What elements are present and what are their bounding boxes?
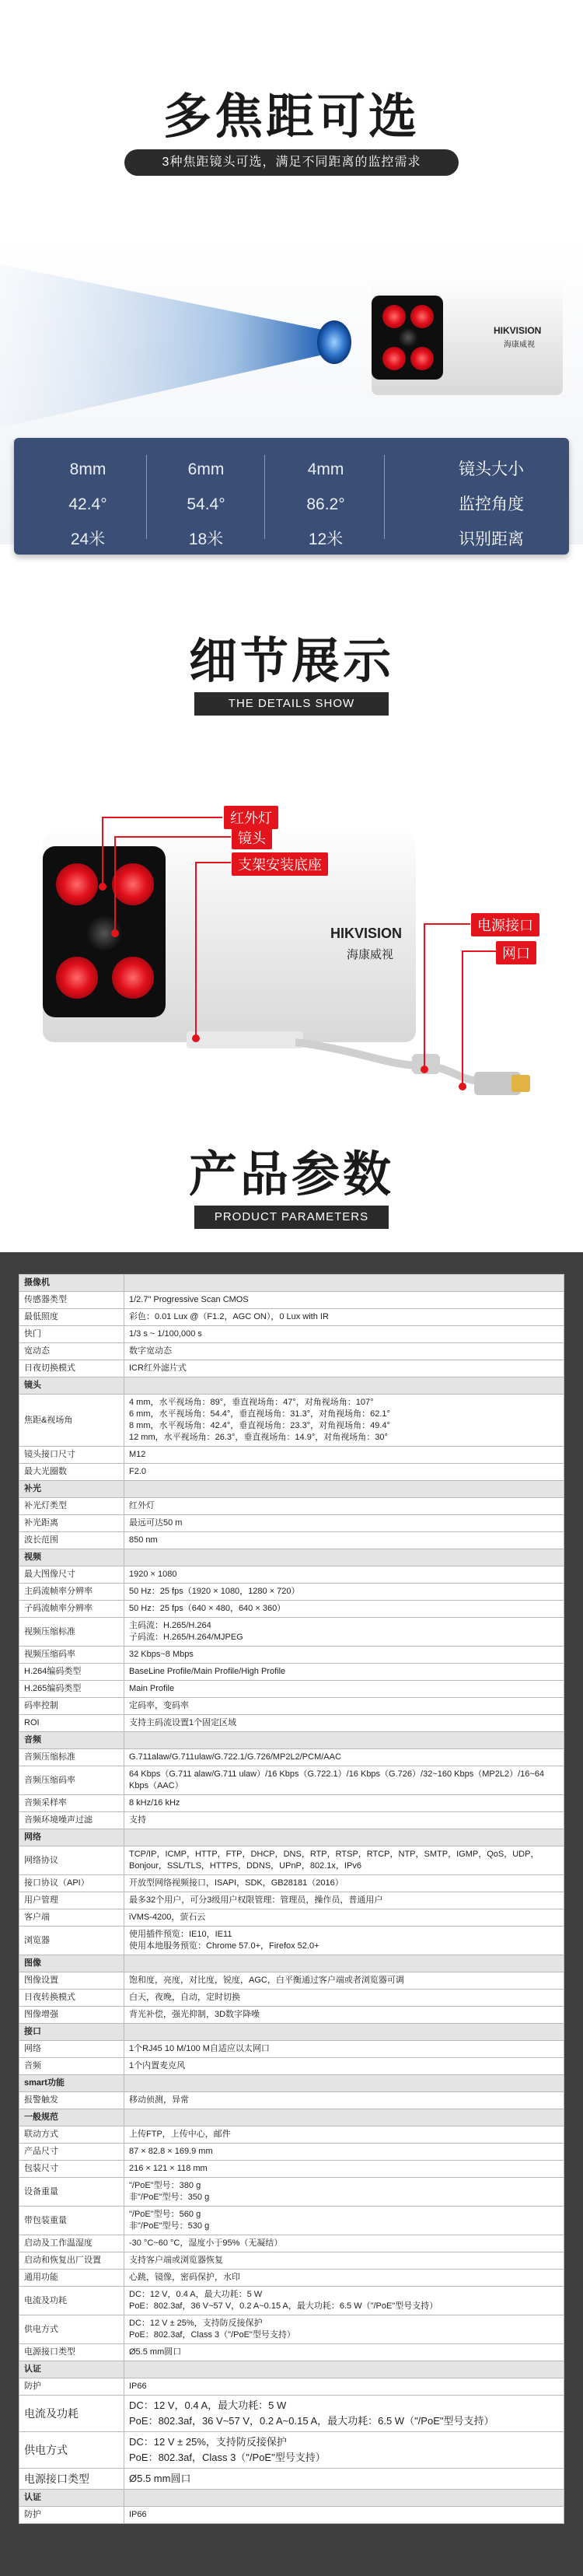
table-row [19, 2469, 564, 2490]
ir-led-icon [410, 305, 434, 328]
table-row [19, 1715, 564, 1732]
param-value: G.711alaw/G.711ulaw/G.722.1/G.726/MP2L2/PCM/AAC [124, 1749, 564, 1766]
table-section-row [19, 2361, 564, 2378]
param-value: -30 °C~60 °C，湿度小于95%（无凝结） [124, 2235, 564, 2252]
param-key: 补光 [19, 1481, 124, 1498]
mount-base [187, 1031, 303, 1048]
param-value: 1个RJ45 10 M/100 M自适应以太网口 [124, 2041, 564, 2058]
param-value: 1920 × 1080 [124, 1566, 564, 1584]
table-row [19, 2161, 564, 2178]
table-row [19, 1892, 564, 1909]
network-pointer-line [462, 950, 463, 1084]
table-row [19, 2315, 564, 2344]
params-subtitle: PRODUCT PARAMETERS [194, 1206, 389, 1229]
param-key: 网络 [19, 2041, 124, 2058]
param-key: 联动方式 [19, 2126, 124, 2144]
table-row [19, 2041, 564, 2058]
ir-led-icon [382, 305, 406, 328]
param-key: 镜头接口尺寸 [19, 1447, 124, 1464]
param-value: 1/2.7" Progressive Scan CMOS [124, 1292, 564, 1309]
spec-distance: 18米 [188, 530, 224, 548]
param-key: 音频压缩码率 [19, 1766, 124, 1795]
param-key: 日夜转换模式 [19, 1990, 124, 2007]
camera-brand-logo: HIKVISION [330, 926, 403, 941]
network-label: 网口 [496, 941, 536, 964]
power-pointer-line [424, 923, 470, 925]
table-row [19, 1464, 564, 1481]
param-value [124, 1549, 564, 1566]
power-pointer-line [424, 923, 425, 1067]
param-key: 供电方式 [19, 2432, 124, 2469]
power-label: 电源接口 [471, 913, 539, 936]
param-value: M12 [124, 1447, 564, 1464]
param-value: 最远可达50 m [124, 1515, 564, 1532]
param-key: 音频采样率 [19, 1795, 124, 1812]
param-key: 音频压缩标准 [19, 1749, 124, 1766]
param-key: 音频环境噪声过滤 [19, 1812, 124, 1829]
param-key: 认证 [19, 2490, 124, 2507]
ir-led-icon [56, 863, 98, 905]
ir-led-icon [382, 347, 406, 370]
spec-column-4mm [283, 452, 368, 557]
param-value: 上传FTP，上传中心，邮件 [124, 2126, 564, 2144]
param-key: 图像增强 [19, 2007, 124, 2024]
param-value [124, 2361, 564, 2378]
params-section [0, 1136, 583, 2576]
ir-label: 红外灯 [224, 806, 278, 829]
ir-led-icon [410, 347, 434, 370]
param-value: 1/3 s ~ 1/100,000 s [124, 1326, 564, 1343]
table-section-row [19, 2075, 564, 2092]
param-key: 图像 [19, 1955, 124, 1972]
param-value: 心跳，镜像，密码保护，水印 [124, 2270, 564, 2287]
param-value: 87 × 82.8 × 169.9 mm [124, 2144, 564, 2161]
param-key: ROI [19, 1715, 124, 1732]
spec-distance: 12米 [308, 530, 344, 548]
param-value: 饱和度，亮度，对比度，锐度，AGC，白平衡通过客户端或者浏览器可调 [124, 1972, 564, 1990]
table-row [19, 1846, 564, 1875]
table-row [19, 2207, 564, 2235]
table-row [19, 1326, 564, 1343]
param-value: 4 mm，水平视场角：89°，垂直视场角：47°，对角视场角：107° 6 mm，水平视场角：54.4°，垂直视场角：31.3°，对角视场角：62.1° 8 mm，水平视场角：42.4°，垂直视场角：23.3°，对角视场角：49.4° 12 mm，水平视场角：26.3°，垂直视场角：14.9°，对角视场角：30° [124, 1395, 564, 1447]
param-key: 用户管理 [19, 1892, 124, 1909]
param-value: 50 Hz：25 fps（640 × 480，640 × 360） [124, 1601, 564, 1618]
table-row [19, 2432, 564, 2469]
param-key: 接口协议（API） [19, 1875, 124, 1892]
table-row [19, 1292, 564, 1309]
table-row [19, 2396, 564, 2432]
param-value: 最多32个用户，可分3级用户权限管理：管理员，操作员，普通用户 [124, 1892, 564, 1909]
param-key: 电流及功耗 [19, 2287, 124, 2315]
details-subtitle: THE DETAILS SHOW [194, 692, 389, 716]
param-value: DC：12 V ± 25%，支持防反接保护 PoE：802.3af，Class 3（"/PoE"型号支持） [124, 2432, 564, 2469]
table-row [19, 2144, 564, 2161]
table-row [19, 2270, 564, 2287]
param-value [124, 1481, 564, 1498]
param-value: "/PoE"型号：560 g 非"/PoE"型号：530 g [124, 2207, 564, 2235]
param-value: 64 Kbps（G.711 alaw/G.711 ulaw）/16 Kbps（G.722.1）/16 Kbps（G.726）/32~160 Kbps（MP2L2）/16~64 Kbps（AAC） [124, 1766, 564, 1795]
table-section-row [19, 1275, 564, 1292]
camera-brand-logo: HIKVISION [494, 325, 542, 336]
param-key: 客户端 [19, 1909, 124, 1927]
param-key: 日夜切换模式 [19, 1360, 124, 1377]
param-key: 最低照度 [19, 1309, 124, 1326]
params-title: 产品参数 [188, 1146, 394, 1202]
param-key: H.264编码类型 [19, 1664, 124, 1681]
param-value: 216 × 121 × 118 mm [124, 2161, 564, 2178]
mount-label: 支架安装底座 [232, 852, 328, 876]
param-value: 32 Kbps~8 Mbps [124, 1647, 564, 1664]
param-key: 设备重量 [19, 2178, 124, 2207]
param-value [124, 1732, 564, 1749]
table-row [19, 2507, 564, 2524]
divider [264, 455, 265, 539]
param-key: 电源接口类型 [19, 2469, 124, 2490]
focal-spec-panel [14, 438, 569, 555]
param-value: 背光补偿，强光抑制，3D数字降噪 [124, 2007, 564, 2024]
param-key: 产品尺寸 [19, 2144, 124, 2161]
focal-title: 多焦距可选 [162, 88, 420, 145]
light-beam-graphic [0, 257, 373, 436]
table-section-row [19, 1829, 564, 1846]
details-title: 细节展示 [188, 632, 394, 689]
param-value [124, 1955, 564, 1972]
focal-subtitle: 3种焦距镜头可选，满足不同距离的监控需求 [124, 149, 459, 176]
param-value: IP66 [124, 2507, 564, 2524]
table-row [19, 1395, 564, 1447]
spec-label: 镜头大小 [459, 460, 524, 478]
param-value: iVMS-4200，萤石云 [124, 1909, 564, 1927]
param-key: 图像设置 [19, 1972, 124, 1990]
table-row [19, 2235, 564, 2252]
param-value: 红外灯 [124, 1498, 564, 1515]
param-value: TCP/IP，ICMP，HTTP，FTP，DHCP，DNS，RTP，RTSP，RTCP，NTP，SMTP，IGMP，QoS，UDP，Bonjour，SSL/TLS，HTTPS，DDNS，UPnP，802.1x，IPv6 [124, 1846, 564, 1875]
param-key: 最大图像尺寸 [19, 1566, 124, 1584]
table-row [19, 1309, 564, 1326]
param-value: 彩色：0.01 Lux @（F1.2，AGC ON），0 Lux with IR [124, 1309, 564, 1326]
spec-angle: 54.4° [187, 495, 225, 513]
param-value: 数字宽动态 [124, 1343, 564, 1360]
param-value: 主码流：H.265/H.264 子码流：H.265/H.264/MJPEG [124, 1618, 564, 1647]
table-row [19, 1515, 564, 1532]
table-section-row [19, 2024, 564, 2041]
param-key: 防护 [19, 2507, 124, 2524]
table-row [19, 1532, 564, 1549]
mount-pointer-line [195, 862, 231, 863]
param-value [124, 1377, 564, 1395]
table-row [19, 1360, 564, 1377]
param-key: 一般规范 [19, 2109, 124, 2126]
table-row [19, 2252, 564, 2270]
param-value: 50 Hz：25 fps（1920 × 1080，1280 × 720） [124, 1584, 564, 1601]
param-value: 白天，夜晚，自动，定时切换 [124, 1990, 564, 2007]
spec-focal: 4mm [307, 460, 344, 478]
param-value: IP66 [124, 2378, 564, 2396]
divider [384, 455, 385, 539]
spec-label: 监控角度 [459, 495, 524, 513]
table-section-row [19, 2490, 564, 2507]
table-row [19, 1927, 564, 1955]
param-value: DC：12 V，0.4 A，最大功耗：5 W PoE：802.3af，36 V~57 V，0.2 A~0.15 A，最大功耗：6.5 W（"/PoE"型号支持） [124, 2396, 564, 2432]
table-row [19, 1447, 564, 1464]
param-key: 码率控制 [19, 1698, 124, 1715]
spec-focal: 8mm [69, 460, 106, 478]
params-table [19, 1274, 564, 2524]
param-value [124, 2075, 564, 2092]
table-row [19, 1681, 564, 1698]
ir-pointer-line [102, 817, 103, 887]
param-value [124, 1275, 564, 1292]
param-key: 带包装重量 [19, 2207, 124, 2235]
camera-brand-sub: 海康威视 [347, 948, 394, 961]
lens-pointer-line [114, 836, 116, 931]
param-value: 移动侦测，异常 [124, 2092, 564, 2109]
param-value: Ø5.5 mm圆口 [124, 2469, 564, 2490]
table-row [19, 1698, 564, 1715]
mount-pointer-line [195, 862, 197, 1036]
table-row [19, 2007, 564, 2024]
param-value [124, 2024, 564, 2041]
spec-distance: 24米 [70, 530, 106, 548]
param-key: 接口 [19, 2024, 124, 2041]
camera-lens-icon [399, 328, 417, 347]
param-value [124, 2109, 564, 2126]
table-row [19, 1498, 564, 1515]
table-row [19, 1972, 564, 1990]
param-value: "/PoE"型号：380 g 非"/PoE"型号：350 g [124, 2178, 564, 2207]
param-key: H.265编码类型 [19, 1681, 124, 1698]
cable-graphic [295, 1034, 560, 1128]
param-key: 通用功能 [19, 2270, 124, 2287]
param-key: 补光灯类型 [19, 1498, 124, 1515]
param-key: 焦距&视场角 [19, 1395, 124, 1447]
param-key: 子码流帧率分辨率 [19, 1601, 124, 1618]
param-value: ICR红外滤片式 [124, 1360, 564, 1377]
param-value: F2.0 [124, 1464, 564, 1481]
param-key: 电流及功耗 [19, 2396, 124, 2432]
table-section-row [19, 1481, 564, 1498]
param-value: Ø5.5 mm圆口 [124, 2344, 564, 2361]
ir-led-icon [112, 863, 154, 905]
ir-pointer-line [102, 817, 222, 818]
param-key: 视频压缩标准 [19, 1618, 124, 1647]
divider [146, 455, 147, 539]
param-value: 850 nm [124, 1532, 564, 1549]
param-value: 定码率，变码率 [124, 1698, 564, 1715]
table-row [19, 1990, 564, 2007]
table-row [19, 1795, 564, 1812]
param-key: 包装尺寸 [19, 2161, 124, 2178]
lens-pointer-line [114, 836, 231, 838]
param-key: 音频 [19, 1732, 124, 1749]
param-key: 摄像机 [19, 1275, 124, 1292]
table-section-row [19, 1549, 564, 1566]
spec-column-8mm [45, 452, 131, 557]
param-value: 支持客户端或浏览器恢复 [124, 2252, 564, 2270]
param-key: 网络协议 [19, 1846, 124, 1875]
table-row [19, 1875, 564, 1892]
param-key: 浏览器 [19, 1927, 124, 1955]
param-key: 认证 [19, 2361, 124, 2378]
details-section [0, 599, 583, 1136]
table-section-row [19, 2109, 564, 2126]
param-value [124, 1829, 564, 1846]
table-row [19, 1618, 564, 1647]
spec-angle: 86.2° [306, 495, 345, 513]
focal-section [0, 0, 583, 599]
param-key: 视频 [19, 1549, 124, 1566]
camera-brand-sub: 海康威视 [504, 341, 535, 349]
spec-label: 识别距离 [459, 530, 524, 548]
ir-led-icon [112, 957, 154, 999]
param-value: Main Profile [124, 1681, 564, 1698]
table-section-row [19, 1955, 564, 1972]
param-key: 波长范围 [19, 1532, 124, 1549]
param-value: DC：12 V，0.4 A，最大功耗：5 W PoE：802.3af，36 V~57 V，0.2 A~0.15 A，最大功耗：6.5 W（"/PoE"型号支持） [124, 2287, 564, 2315]
table-row [19, 2126, 564, 2144]
param-value: 1个内置麦克风 [124, 2058, 564, 2075]
param-key: 防护 [19, 2378, 124, 2396]
table-row [19, 2178, 564, 2207]
param-value: 支持 [124, 1812, 564, 1829]
lens-label: 镜头 [232, 826, 272, 849]
spec-angle: 42.4° [68, 495, 107, 513]
param-key: 电源接口类型 [19, 2344, 124, 2361]
table-row [19, 1584, 564, 1601]
param-key: 主码流帧率分辨率 [19, 1584, 124, 1601]
table-row [19, 1343, 564, 1360]
table-row [19, 1749, 564, 1766]
params-table-frame [0, 1252, 583, 2576]
table-row [19, 2287, 564, 2315]
ir-led-icon [56, 957, 98, 999]
param-key: smart功能 [19, 2075, 124, 2092]
param-key: 传感器类型 [19, 1292, 124, 1309]
param-key: 网络 [19, 1829, 124, 1846]
param-key: 报警触发 [19, 2092, 124, 2109]
param-value: 支持主码流设置1个固定区域 [124, 1715, 564, 1732]
table-section-row [19, 1377, 564, 1395]
param-key: 供电方式 [19, 2315, 124, 2344]
table-row [19, 1601, 564, 1618]
param-value: DC：12 V ± 25%，支持防反接保护 PoE：802.3af，Class 3（"/PoE"型号支持） [124, 2315, 564, 2344]
table-row [19, 1566, 564, 1584]
table-row [19, 1647, 564, 1664]
param-value: BaseLine Profile/Main Profile/High Profile [124, 1664, 564, 1681]
table-row [19, 2344, 564, 2361]
param-key: 最大光圈数 [19, 1464, 124, 1481]
spec-column-6mm [163, 452, 249, 557]
param-value: 使用插件预览：IE10，IE11 使用本地服务预览：Chrome 57.0+，Firefox 52.0+ [124, 1927, 564, 1955]
table-section-row [19, 1732, 564, 1749]
param-value: 开放型网络视频接口，ISAPI，SDK，GB28181（2016） [124, 1875, 564, 1892]
network-pointer-line [462, 950, 496, 952]
param-value: 8 kHz/16 kHz [124, 1795, 564, 1812]
table-row [19, 2058, 564, 2075]
table-row [19, 1812, 564, 1829]
param-key: 音频 [19, 2058, 124, 2075]
param-key: 视频压缩码率 [19, 1647, 124, 1664]
table-row [19, 2092, 564, 2109]
param-key: 宽动态 [19, 1343, 124, 1360]
param-key: 补光距离 [19, 1515, 124, 1532]
table-row [19, 2378, 564, 2396]
param-key: 快门 [19, 1326, 124, 1343]
param-key: 启动和恢复出厂设置 [19, 2252, 124, 2270]
param-value [124, 2490, 564, 2507]
spec-focal: 6mm [187, 460, 225, 478]
table-row [19, 1766, 564, 1795]
spec-labels [437, 452, 546, 557]
table-row [19, 1909, 564, 1927]
param-key: 镜头 [19, 1377, 124, 1395]
param-key: 启动及工作温湿度 [19, 2235, 124, 2252]
table-row [19, 1664, 564, 1681]
